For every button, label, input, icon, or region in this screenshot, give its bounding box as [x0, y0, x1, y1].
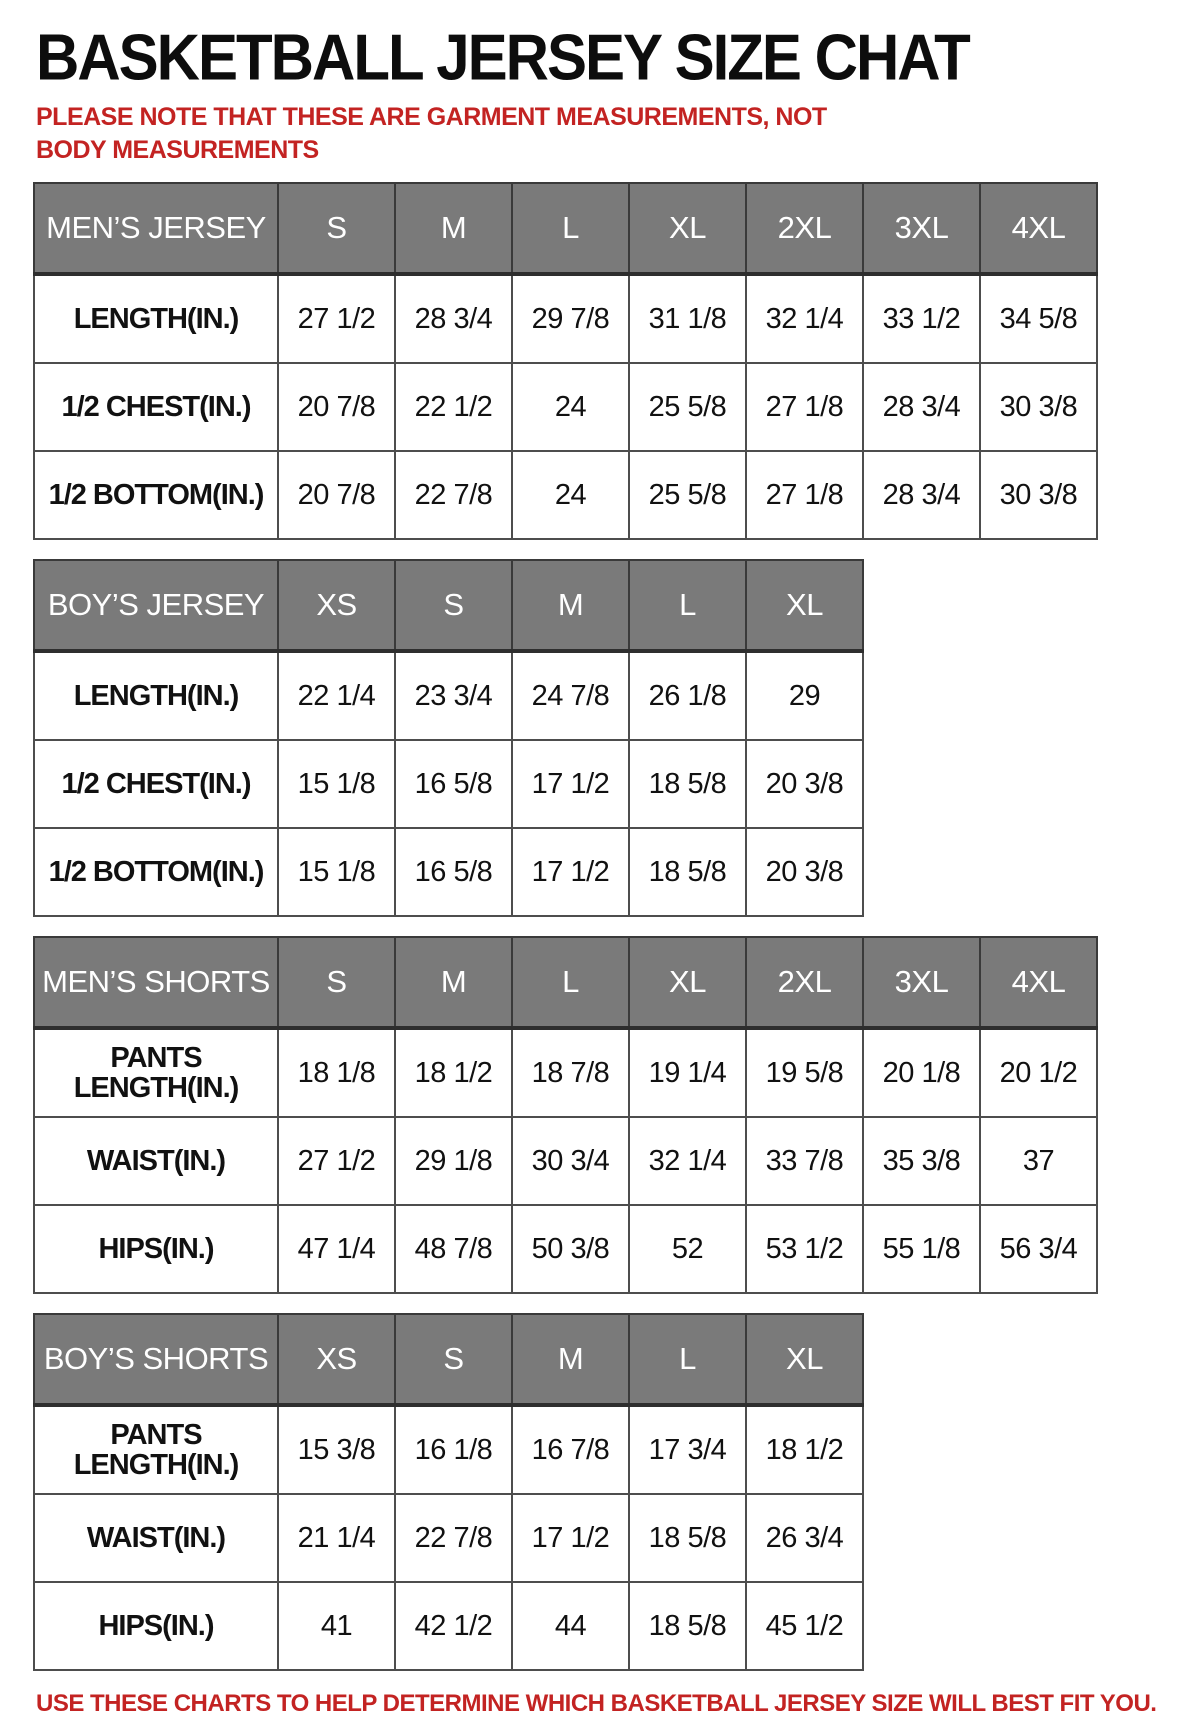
boys-jersey-measure-value: 22 1/4	[278, 651, 395, 740]
boys-shorts-measure-value: 16 7/8	[512, 1405, 629, 1494]
mens-shorts-row	[34, 1205, 1097, 1293]
mens-shorts-title-cell: MEN’S SHORTS	[34, 937, 278, 1028]
mens-shorts-measure-label: WAIST(IN.)	[34, 1117, 278, 1205]
mens-jersey-measure-label: 1/2 CHEST(IN.)	[34, 363, 278, 451]
mens-shorts-measure-label: HIPS(IN.)	[34, 1205, 278, 1293]
mens-jersey-measure-value: 34 5/8	[980, 274, 1097, 363]
boys-jersey-measure-value: 20 3/8	[746, 740, 863, 828]
boys-shorts-title-cell: BOY’S SHORTS	[34, 1314, 278, 1405]
mens-jersey-table	[33, 182, 1098, 540]
boys-jersey-measure-value: 20 3/8	[746, 828, 863, 916]
mens-shorts-measure-value: 53 1/2	[746, 1205, 863, 1293]
mens-jersey-size-header: 3XL	[863, 183, 980, 274]
boys-shorts-header-row	[34, 1314, 863, 1405]
boys-jersey-size-header: XS	[278, 560, 395, 651]
mens-jersey-measure-value: 24	[512, 451, 629, 539]
boys-jersey-size-header: L	[629, 560, 746, 651]
boys-shorts-size-header: XL	[746, 1314, 863, 1405]
mens-shorts-measure-value: 20 1/8	[863, 1028, 980, 1117]
mens-shorts-size-header: 2XL	[746, 937, 863, 1028]
mens-jersey-measure-value: 33 1/2	[863, 274, 980, 363]
boys-shorts-size-header: L	[629, 1314, 746, 1405]
garment-measurements-note: PLEASE NOTE THAT THESE ARE GARMENT MEASUREMENTS, NOT BODY MEASUREMENTS	[36, 103, 827, 164]
mens-shorts-table	[33, 936, 1098, 1294]
boys-jersey-measure-value: 16 5/8	[395, 740, 512, 828]
size-tables-container	[33, 182, 1170, 1671]
boys-shorts-measure-value: 26 3/4	[746, 1494, 863, 1582]
mens-shorts-size-header: L	[512, 937, 629, 1028]
boys-shorts-measure-value: 44	[512, 1582, 629, 1670]
mens-jersey-measure-label: 1/2 BOTTOM(IN.)	[34, 451, 278, 539]
boys-shorts-measure-value: 18 5/8	[629, 1582, 746, 1670]
boys-jersey-header-row	[34, 560, 863, 651]
footer-note: USE THESE CHARTS TO HELP DETERMINE WHICH BASKETBALL JERSEY SIZE WILL BEST FIT YOU.	[36, 1690, 1157, 1717]
mens-shorts-measure-value: 33 7/8	[746, 1117, 863, 1205]
boys-shorts-row	[34, 1582, 863, 1670]
boys-jersey-row	[34, 740, 863, 828]
mens-shorts-measure-label: PANTS LENGTH(IN.)	[34, 1028, 278, 1117]
mens-jersey-size-header: XL	[629, 183, 746, 274]
mens-jersey-size-header: 2XL	[746, 183, 863, 274]
boys-jersey-measure-value: 15 1/8	[278, 740, 395, 828]
mens-jersey-measure-label: LENGTH(IN.)	[34, 274, 278, 363]
mens-jersey-measure-value: 22 1/2	[395, 363, 512, 451]
mens-shorts-measure-value: 19 5/8	[746, 1028, 863, 1117]
mens-shorts-measure-value: 30 3/4	[512, 1117, 629, 1205]
mens-jersey-measure-value: 27 1/8	[746, 363, 863, 451]
mens-jersey-measure-value: 25 5/8	[629, 451, 746, 539]
boys-shorts-measure-label: WAIST(IN.)	[34, 1494, 278, 1582]
boys-jersey-size-header: S	[395, 560, 512, 651]
mens-shorts-measure-value: 56 3/4	[980, 1205, 1097, 1293]
mens-shorts-measure-value: 55 1/8	[863, 1205, 980, 1293]
mens-jersey-row	[34, 451, 1097, 539]
mens-jersey-row	[34, 274, 1097, 363]
mens-shorts-measure-value: 48 7/8	[395, 1205, 512, 1293]
boys-shorts-size-header: XS	[278, 1314, 395, 1405]
mens-jersey-measure-value: 28 3/4	[863, 451, 980, 539]
boys-jersey-measure-value: 23 3/4	[395, 651, 512, 740]
mens-jersey-header-row	[34, 183, 1097, 274]
mens-jersey-measure-value: 25 5/8	[629, 363, 746, 451]
boys-shorts-size-header: S	[395, 1314, 512, 1405]
boys-shorts-measure-value: 42 1/2	[395, 1582, 512, 1670]
boys-shorts-measure-label: PANTS LENGTH(IN.)	[34, 1405, 278, 1494]
boys-shorts-row	[34, 1494, 863, 1582]
mens-jersey-measure-value: 27 1/8	[746, 451, 863, 539]
mens-jersey-size-header: S	[278, 183, 395, 274]
mens-jersey-measure-value: 20 7/8	[278, 363, 395, 451]
mens-shorts-measure-value: 18 7/8	[512, 1028, 629, 1117]
boys-jersey-row	[34, 651, 863, 740]
mens-shorts-size-header: XL	[629, 937, 746, 1028]
boys-jersey-measure-value: 15 1/8	[278, 828, 395, 916]
boys-jersey-measure-value: 18 5/8	[629, 828, 746, 916]
boys-jersey-title-cell: BOY’S JERSEY	[34, 560, 278, 651]
boys-jersey-measure-value: 26 1/8	[629, 651, 746, 740]
boys-shorts-row	[34, 1405, 863, 1494]
boys-shorts-measure-value: 41	[278, 1582, 395, 1670]
boys-shorts-measure-value: 17 3/4	[629, 1405, 746, 1494]
mens-jersey-size-header: L	[512, 183, 629, 274]
mens-shorts-row	[34, 1028, 1097, 1117]
boys-jersey-size-header: M	[512, 560, 629, 651]
mens-jersey-measure-value: 30 3/8	[980, 451, 1097, 539]
mens-shorts-measure-value: 19 1/4	[629, 1028, 746, 1117]
page-title: BASKETBALL JERSEY SIZE CHAT	[36, 21, 969, 94]
mens-jersey-measure-value: 29 7/8	[512, 274, 629, 363]
boys-jersey-measure-value: 17 1/2	[512, 828, 629, 916]
boys-shorts-measure-value: 18 5/8	[629, 1494, 746, 1582]
boys-jersey-measure-label: 1/2 CHEST(IN.)	[34, 740, 278, 828]
boys-shorts-table	[33, 1313, 864, 1671]
boys-jersey-measure-value: 16 5/8	[395, 828, 512, 916]
mens-shorts-measure-value: 20 1/2	[980, 1028, 1097, 1117]
boys-jersey-measure-label: 1/2 BOTTOM(IN.)	[34, 828, 278, 916]
boys-shorts-measure-value: 21 1/4	[278, 1494, 395, 1582]
boys-jersey-table	[33, 559, 864, 917]
boys-shorts-measure-value: 22 7/8	[395, 1494, 512, 1582]
mens-jersey-size-header: M	[395, 183, 512, 274]
mens-shorts-measure-value: 27 1/2	[278, 1117, 395, 1205]
boys-shorts-measure-value: 17 1/2	[512, 1494, 629, 1582]
mens-jersey-measure-value: 22 7/8	[395, 451, 512, 539]
mens-jersey-measure-value: 30 3/8	[980, 363, 1097, 451]
mens-shorts-size-header: S	[278, 937, 395, 1028]
size-chart-page	[33, 20, 1170, 1718]
mens-jersey-measure-value: 32 1/4	[746, 274, 863, 363]
mens-jersey-measure-value: 28 3/4	[395, 274, 512, 363]
mens-shorts-measure-value: 37	[980, 1117, 1097, 1205]
mens-jersey-measure-value: 24	[512, 363, 629, 451]
mens-shorts-measure-value: 35 3/8	[863, 1117, 980, 1205]
mens-jersey-title-cell: MEN’S JERSEY	[34, 183, 278, 274]
boys-shorts-measure-value: 45 1/2	[746, 1582, 863, 1670]
mens-jersey-measure-value: 31 1/8	[629, 274, 746, 363]
boys-jersey-measure-value: 17 1/2	[512, 740, 629, 828]
boys-jersey-measure-label: LENGTH(IN.)	[34, 651, 278, 740]
boys-shorts-measure-value: 15 3/8	[278, 1405, 395, 1494]
boys-jersey-size-header: XL	[746, 560, 863, 651]
mens-shorts-row	[34, 1117, 1097, 1205]
mens-jersey-measure-value: 27 1/2	[278, 274, 395, 363]
mens-jersey-row	[34, 363, 1097, 451]
mens-shorts-measure-value: 18 1/8	[278, 1028, 395, 1117]
boys-jersey-measure-value: 18 5/8	[629, 740, 746, 828]
mens-shorts-measure-value: 18 1/2	[395, 1028, 512, 1117]
boys-jersey-measure-value: 24 7/8	[512, 651, 629, 740]
boys-shorts-size-header: M	[512, 1314, 629, 1405]
boys-jersey-measure-value: 29	[746, 651, 863, 740]
boys-shorts-measure-value: 18 1/2	[746, 1405, 863, 1494]
mens-shorts-measure-value: 50 3/8	[512, 1205, 629, 1293]
mens-shorts-measure-value: 47 1/4	[278, 1205, 395, 1293]
mens-shorts-measure-value: 52	[629, 1205, 746, 1293]
mens-shorts-size-header: 4XL	[980, 937, 1097, 1028]
mens-shorts-measure-value: 32 1/4	[629, 1117, 746, 1205]
mens-shorts-measure-value: 29 1/8	[395, 1117, 512, 1205]
boys-shorts-measure-value: 16 1/8	[395, 1405, 512, 1494]
boys-jersey-row	[34, 828, 863, 916]
mens-shorts-size-header: M	[395, 937, 512, 1028]
mens-shorts-header-row	[34, 937, 1097, 1028]
mens-jersey-measure-value: 20 7/8	[278, 451, 395, 539]
mens-jersey-measure-value: 28 3/4	[863, 363, 980, 451]
mens-jersey-size-header: 4XL	[980, 183, 1097, 274]
mens-shorts-size-header: 3XL	[863, 937, 980, 1028]
boys-shorts-measure-label: HIPS(IN.)	[34, 1582, 278, 1670]
